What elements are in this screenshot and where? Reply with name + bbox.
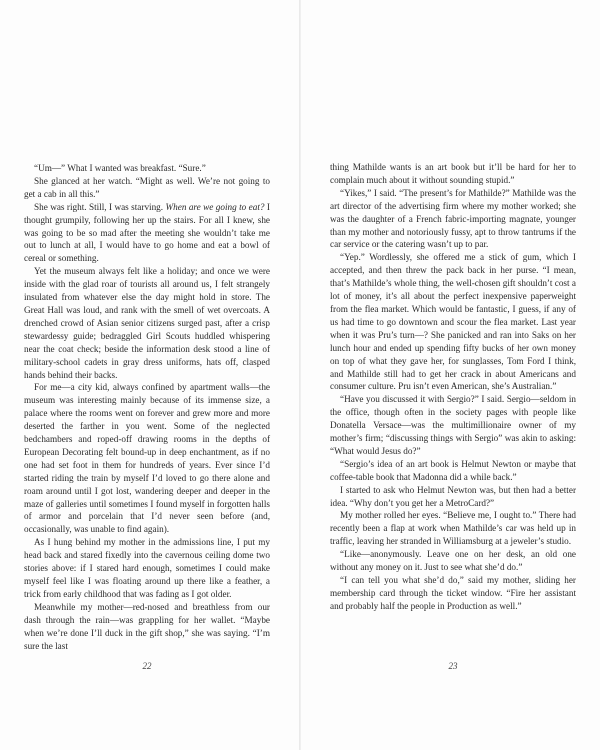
page-number-right: 23 bbox=[448, 661, 458, 671]
paragraph: “Have you discussed it with Sergio?” I said. Sergio—seldom in the office, though often in the society pages with people like Donatella Versace—was the multimillionaire owner of my mother’s firm; “discussing things with Sergio” was akin to asking: “What would Jesus do?” bbox=[330, 394, 576, 456]
paragraph: For me—a city kid, always confined by apartment walls—the museum was interesting mainly because of its immense size, a palace where the rooms went on forever and grew more and more deserted the farther in you went. Some of the neglected bedchambers and roped-off drawing rooms in the depths of European Decorating felt bound-up in deep enchantment, as if no one had set foot in them for hundreds of years. Ever since I’d started riding the train by myself I’d loved to go there alone and roam around until I got lost, wandering deeper and deeper in the maze of galleries until sometimes I found myself in forgotten halls of armor and porcelain that I’d never seen before (and, occasionally, was unable to find again). bbox=[24, 382, 270, 535]
italic-phrase: When are we going to eat? bbox=[165, 201, 265, 212]
paragraph: She was right. Still, I was starving. When are we going to eat? I thought grumpily, following her up the stairs. For all I knew, she was going to be so mad after the meeting she wouldn’t take me out to lunch at all, I would have to go home and eat a bowl of cereal or something. bbox=[24, 201, 270, 264]
paragraph: Yet the museum always felt like a holiday; and once we were inside with the glad roar of tourists all around us, I felt strangely insulated from whatever else the day might hold in store. The Great Hall was loud, and rank with the smell of wet overcoats. A drenched crowd of Asian senior citizens surged past, after a crisp stewardessy guide; bedraggled Girl Scouts huddled whispering near the coat check; beside the information desk stood a line of military-school cadets in gray dress uniforms, hats off, clasped hands behind their backs. bbox=[24, 266, 270, 380]
right-page-text bbox=[330, 161, 576, 613]
paragraph: As I hung behind my mother in the admissions line, I put my head back and stared fixedly into the cavernous ceiling dome two stories above: if I stared hard enough, sometimes I could make myself feel like I was floating around up there like a feather, a trick from early childhood that was fading as I got older. bbox=[24, 537, 270, 599]
paragraph: “Yep.” Wordlessly, she offered me a stick of gum, which I accepted, and then threw the pack back in her purse. “I mean, that’s Mathilde’s whole thing, the well-chosen gift shouldn’t cost a lot of money, it’s all about the perfect inexpensive paperweight from the flea market. Which would be fantastic, I guess, if any of us had time to go downtown and scour the flea market. Last year when it was Pru’s turn—? She panicked and ran into Saks on her lunch hour and ended up spending fifty bucks of her own money on top of what they gave her, for sunglasses, Tom Ford I think, and Mathilde still had to get her crack in about Americans and consumer culture. Pru isn’t even American, she’s Australian.” bbox=[330, 252, 576, 392]
paragraph: “Like—anonymously. Leave one on her desk, an old one without any money on it. Just to see what she’d do.” bbox=[330, 549, 576, 573]
paragraph: I started to ask who Helmut Newton was, but then had a better idea. “Why don’t you get her a MetroCard?” bbox=[330, 484, 576, 508]
paragraph: “Yikes,” I said. “The present’s for Mathilde?” Mathilde was the art director of the advertising firm where my mother worked; she was the daughter of a French fabric-importing magnate, younger than my mother and notoriously fussy, apt to throw tantrums if the car service or the catering wasn’t up to par. bbox=[330, 187, 576, 250]
left-page-text bbox=[24, 162, 270, 652]
paragraph: “I can tell you what she’d do,” said my mother, sliding her membership card through the ticket window. “Fire her assistant and probably half the people in Production as well.” bbox=[330, 575, 576, 611]
book-gutter bbox=[299, 0, 301, 750]
paragraph: “Um—” What I wanted was breakfast. “Sure.” bbox=[34, 163, 206, 173]
paragraph: thing Mathilde wants is an art book but it’ll be hard for her to complain much about it without sounding stupid.” bbox=[330, 162, 576, 185]
page-number-left: 22 bbox=[142, 661, 152, 671]
paragraph: She glanced at her watch. “Might as well. We’re not going to get a cab in all this.” bbox=[24, 175, 270, 199]
paragraph: Meanwhile my mother—red-nosed and breathless from our dash through the rain—was grappling for her wallet. “Maybe when we’re done I’ll duck in the gift shop,” she was saying. “I’m sure the last bbox=[24, 601, 270, 651]
paragraph: My mother rolled her eyes. “Believe me, I ought to.” There had recently been a flap at work when Mathilde’s car was held up in traffic, leaving her stranded in Williamsburg at a jeweler’s studio. bbox=[330, 510, 576, 547]
paragraph: “Sergio’s idea of an art book is Helmut Newton or maybe that coffee-table book that Madonna did a while back.” bbox=[330, 458, 576, 482]
